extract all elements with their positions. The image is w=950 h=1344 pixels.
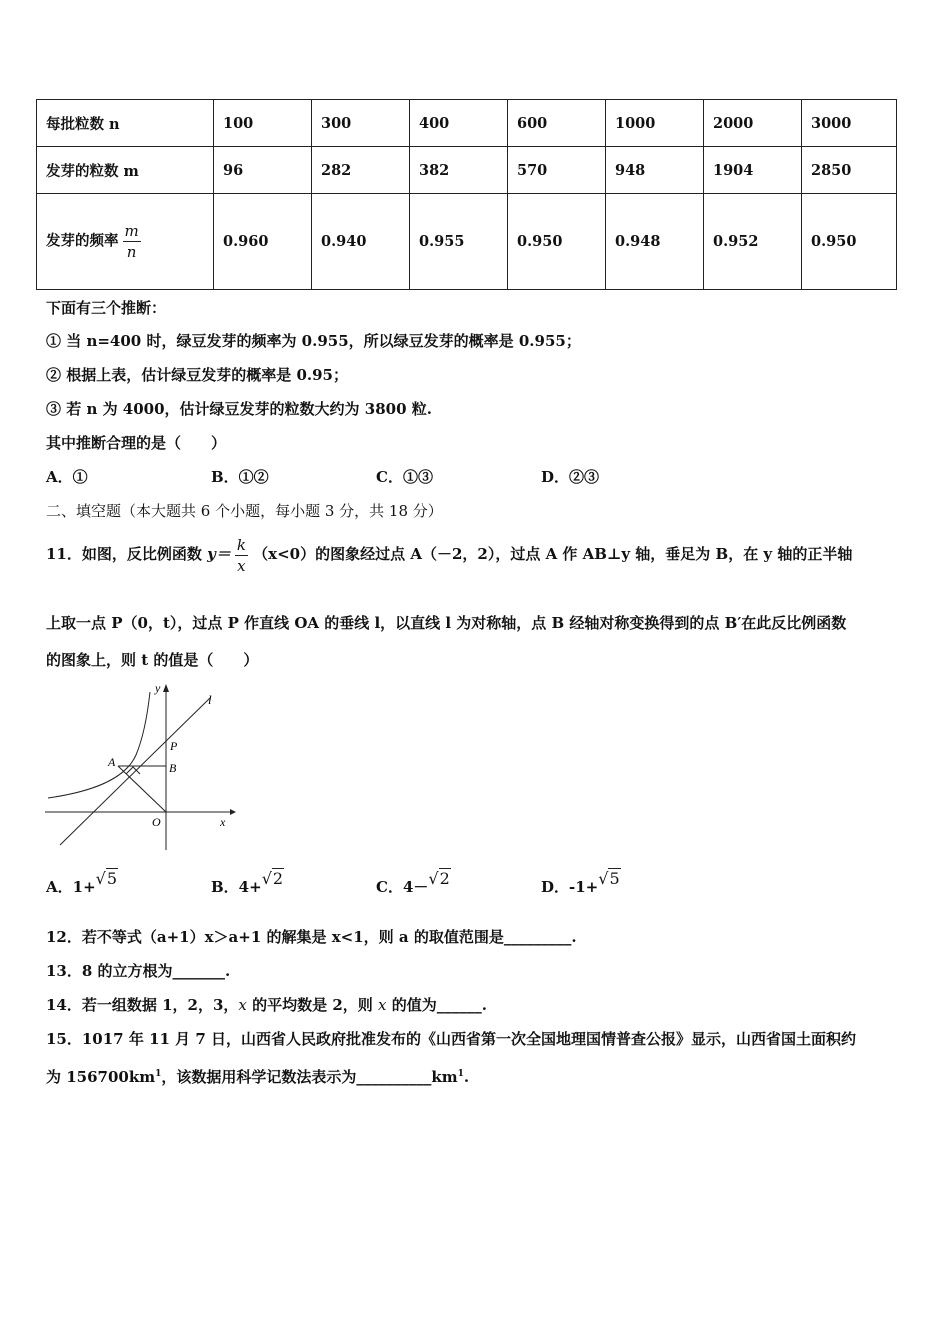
label-o: O	[152, 815, 161, 829]
var-x: x	[238, 996, 247, 1014]
label-b: B	[169, 761, 177, 775]
q14: 14．若一组数据 1，2，3，x 的平均数是 2，则 x 的值为______.	[46, 996, 487, 1014]
q11-line-3: 的图象上，则 t 的值是（ ）	[46, 651, 259, 669]
sqrt-5: √5	[95, 869, 118, 888]
table-row	[37, 147, 897, 194]
section-heading: 二、填空题（本大题共 6 个小题，每小题 3 分，共 18 分）	[46, 502, 443, 520]
label-y: y	[155, 681, 161, 695]
row-header	[37, 194, 214, 290]
table-cell: 2000	[704, 100, 802, 147]
label-l: l	[208, 692, 212, 707]
table-cell: 382	[410, 147, 508, 194]
table-cell: 300	[312, 100, 410, 147]
q11-prefix: 11．如图，反比例函数	[46, 545, 208, 563]
line-l	[60, 698, 210, 845]
table-row	[37, 100, 897, 147]
sqrt-5: √5	[598, 869, 620, 888]
q11-option-c: C．4－√2	[376, 872, 451, 902]
table-cell: 948	[606, 147, 704, 194]
table-cell: 0.955	[410, 194, 508, 290]
sqrt-2: √2	[261, 869, 284, 888]
q11-part-1: （x<0）的图象经过点 A（－2，2），过点 A 作 AB⊥y 轴，垂足为 B，在 y 轴的正半轴	[253, 545, 853, 563]
table-cell: 400	[410, 100, 508, 147]
table-cell: 1904	[704, 147, 802, 194]
q12: 12．若不等式（a+1）x＞a+1 的解集是 x<1，则 a 的取值范围是_________.	[46, 928, 577, 946]
table-cell: 570	[508, 147, 606, 194]
table-cell: 0.940	[312, 194, 410, 290]
q10-option-a: A．①	[46, 468, 88, 486]
sqrt-2: √2	[428, 869, 450, 888]
q10-question: 其中推断合理的是（ ）	[46, 434, 227, 452]
y-axis-arrow-icon	[163, 684, 169, 692]
table-cell: 282	[312, 147, 410, 194]
table-cell: 600	[508, 100, 606, 147]
row-header: 发芽的粒数 m	[37, 147, 214, 194]
q10-option-c: C．①③	[376, 468, 433, 486]
q11-option-b: B．4+√2	[211, 872, 284, 902]
q15-line-2: 为 $156700km^1$，该数据用科学记数法表示为$\_\_\_\_\_\_\_\_\_\_km^1$.	[46, 1068, 470, 1086]
table-cell: 96	[214, 147, 312, 194]
q10-option-b: B．①②	[211, 468, 269, 486]
table-row	[37, 194, 897, 290]
fraction-k-over-x: $\frac{k}{x}$	[236, 535, 246, 575]
q15-line-1: 15．1017 年 11 月 7 日，山西省人民政府批准发布的《山西省第一次全国地理国情普查公报》显示，山西省国土面积约	[46, 1030, 857, 1048]
table-cell: 0.948	[606, 194, 704, 290]
row-header-label: 发芽的频率	[46, 232, 119, 250]
q10-item-1: ① 当 n=400 时，绿豆发芽的频率为 0.955，所以绿豆发芽的概率是 0.955；	[46, 332, 581, 350]
q13: 13．8 的立方根为_______.	[46, 962, 231, 980]
table-cell: 0.960	[214, 194, 312, 290]
table-cell: 0.950	[802, 194, 897, 290]
q10-option-d: D．②③	[541, 468, 600, 486]
table-cell: 100	[214, 100, 312, 147]
segment-oa	[118, 766, 166, 812]
table-cell: 0.952	[704, 194, 802, 290]
table-cell: 2850	[802, 147, 897, 194]
q11-line-1	[46, 524, 852, 584]
germination-table	[36, 99, 897, 290]
row-header: 每批粒数 n	[37, 100, 214, 147]
label-x: x	[220, 815, 226, 829]
q11-figure	[40, 680, 240, 855]
q10-intro: 下面有三个推断：	[46, 299, 167, 317]
label-a: A	[108, 755, 116, 769]
fraction-m-over-n: $\frac{m}{n}$	[124, 222, 139, 261]
x-axis-arrow-icon	[230, 809, 236, 815]
label-p: P	[170, 739, 178, 753]
table-cell: 3000	[802, 100, 897, 147]
q11-option-a: A．1+√5	[46, 872, 118, 902]
q10-item-2: ② 根据上表，估计绿豆发芽的概率是 0.95；	[46, 366, 348, 384]
table-cell: 1000	[606, 100, 704, 147]
q11-option-d: D．-1+√5	[541, 872, 621, 902]
q10-item-3: ③ 若 n 为 4000，估计绿豆发芽的粒数大约为 3800 粒.	[46, 400, 432, 418]
table-cell: 0.950	[508, 194, 606, 290]
q11-line-2: 上取一点 P（0，t），过点 P 作直线 OA 的垂线 l，以直线 l 为对称轴，点 B 经轴对称变换得到的点 B′在此反比例函数	[46, 614, 847, 632]
var-x: x	[378, 996, 387, 1014]
q11-y-eq: y＝	[207, 545, 231, 563]
